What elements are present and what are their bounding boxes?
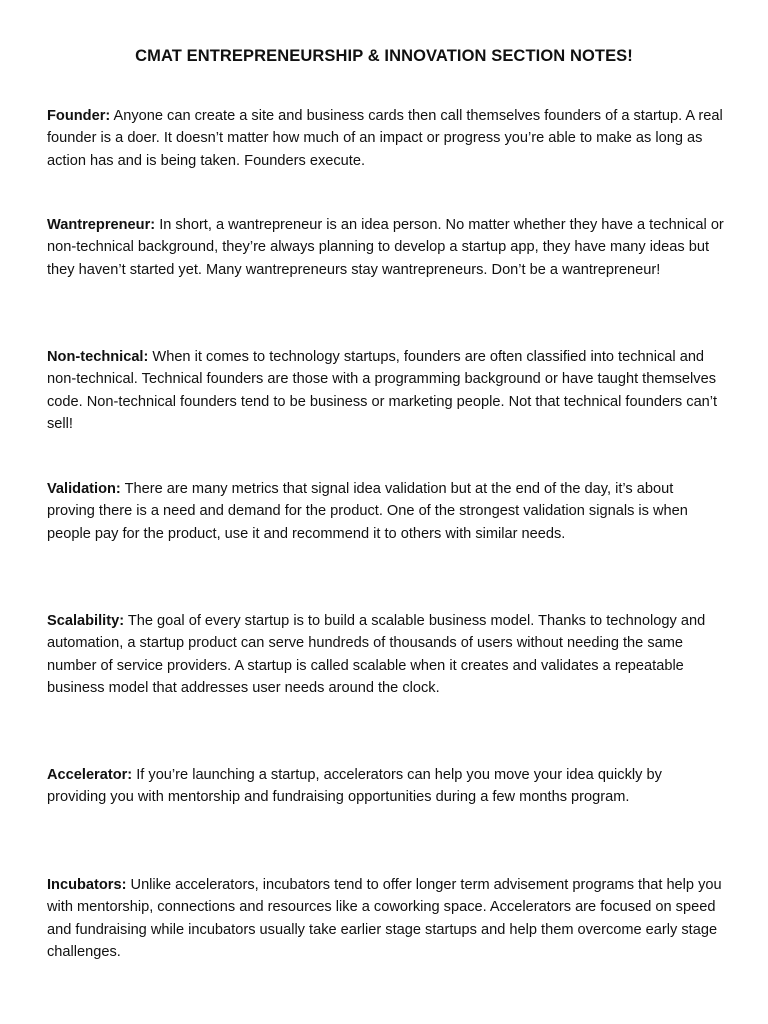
title-wrap [0,45,768,107]
entry-term: Wantrepreneur: [47,217,156,233]
entry-text: There are many metrics that signal idea validation but at the end of the day, it’s about proving there is a need and demand for the product. One of the strongest validation signals is when people pay for the product, use it and recommend it to others with similar needs. [47,481,688,542]
entry-incubators [47,874,724,963]
entry-text: Anyone can create a site and business cards then call themselves founders of a startup. A real founder is a doer. It doesn’t matter how much of an impact or progress you’re able to make as long as action has and is being taken. Founders execute. [47,108,723,169]
entry-text: If you’re launching a startup, accelerators can help you move your idea quickly by providing you with mentorship and fundraising opportunities during a few months program. [47,767,662,806]
entry-accelerator [47,764,724,809]
entry-founder [47,105,724,172]
entry-term: Scalability: [47,613,125,629]
entry-term: Accelerator: [47,767,133,783]
entry-scalability [47,610,724,699]
entry-term: Non-technical: [47,349,149,365]
entry-term: Founder: [47,108,111,124]
entry-validation [47,478,724,545]
entry-text: When it comes to technology startups, founders are often classified into technical and non-technical. Technical founders are those with a programming background or have taught themselves code. Non-technical founders tend to be business or marketing people. Not that technical founders can’t sell! [47,349,718,432]
page-title: CMAT ENTREPRENEURSHIP & INNOVATION SECTION NOTES! [135,47,633,65]
entry-term: Incubators: [47,877,127,893]
entry-text: In short, a wantrepreneur is an idea person. No matter whether they have a technical or non-technical background, they’re always planning to develop a startup app, they have many ideas but they haven’t started yet. Many wantrepreneurs stay wantrepreneurs. Don’t be a wantrepreneur! [47,217,724,278]
entry-non-technical [47,346,724,435]
entry-text: Unlike accelerators, incubators tend to offer longer term advisement programs that help you with mentorship, connections and resources like a coworking space. Accelerators are focused on speed and fundraising while incubators usually take earlier stage startups and help them overcome early stage challenges. [47,877,722,960]
entry-wantrepreneur [47,214,724,281]
entry-text: The goal of every startup is to build a scalable business model. Thanks to technology and automation, a startup product can serve hundreds of thousands of users without needing the same number of service providers. A startup is called scalable when it creates and validates a repeatable business model that addresses user needs around the clock. [47,613,706,696]
entry-term: Validation: [47,481,121,497]
